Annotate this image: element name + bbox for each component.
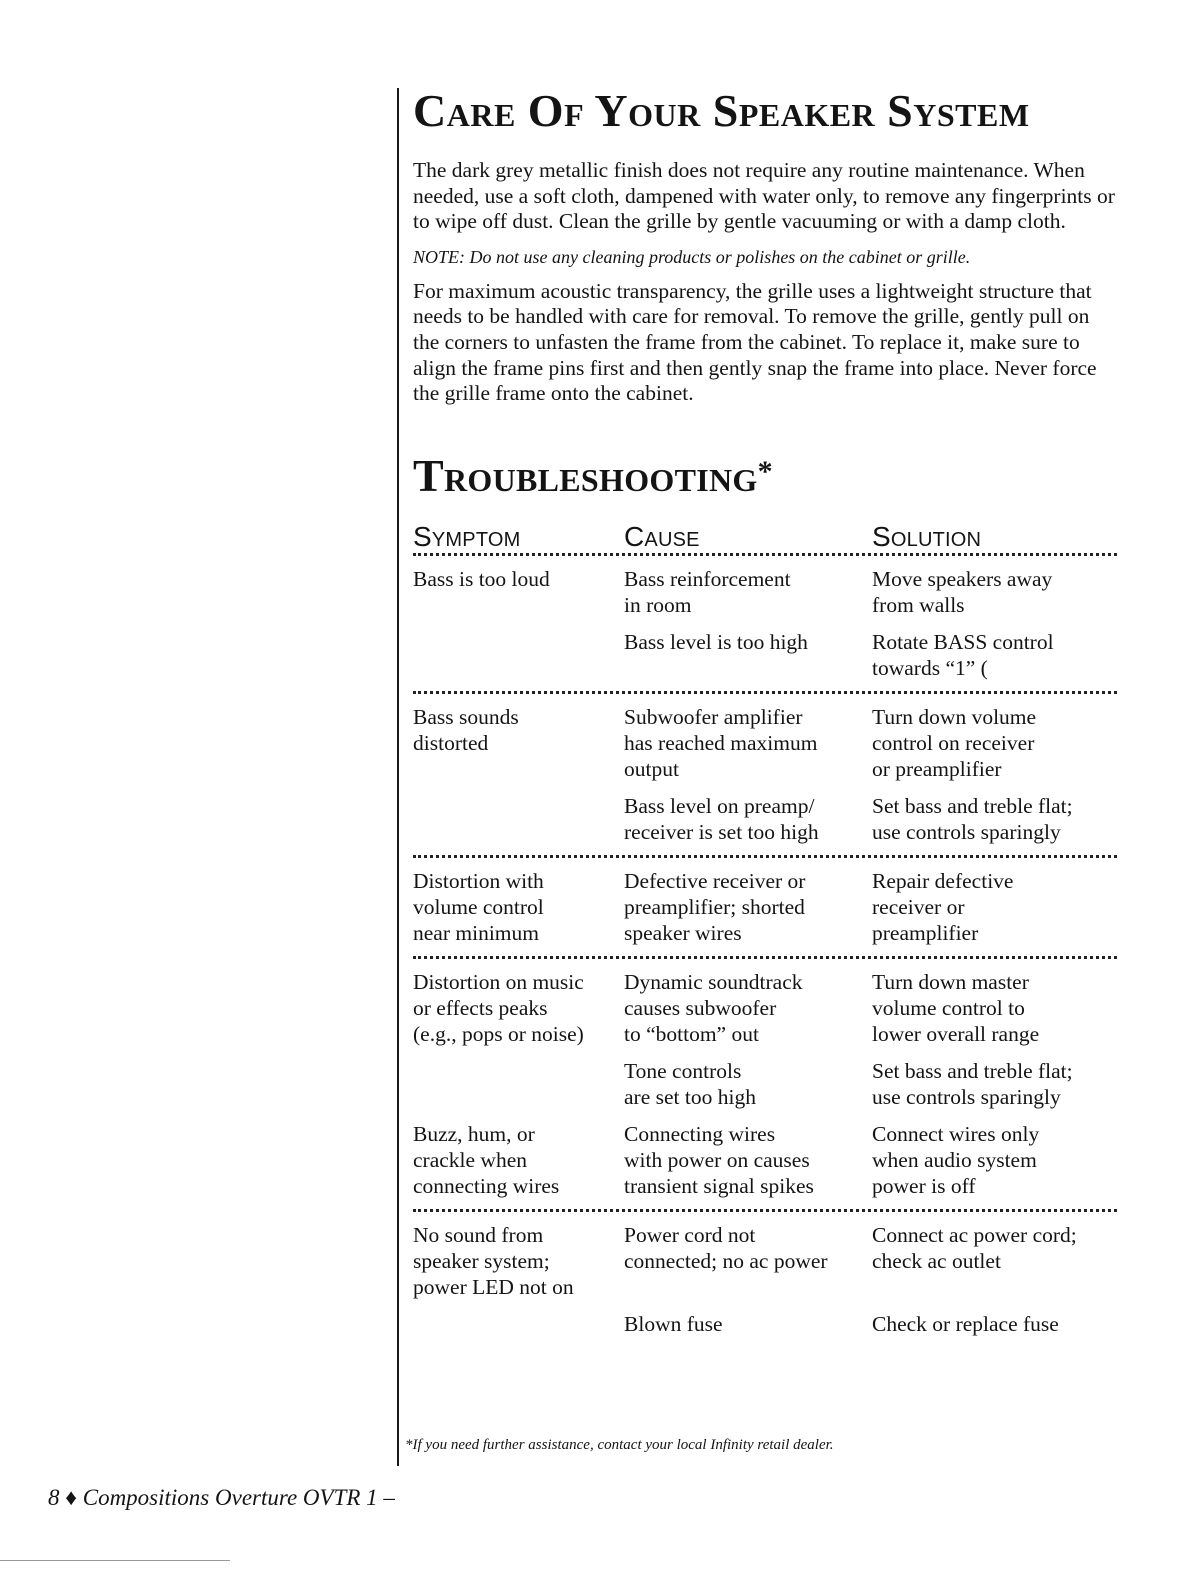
symptom-cell	[413, 1311, 624, 1337]
solution-cell: Move speakers away from walls	[872, 566, 1053, 617]
table-row	[413, 1311, 1117, 1337]
cause-cell: Bass level on preamp/ receiver is set too high	[624, 793, 819, 844]
cause-cell: Tone controls are set too high	[624, 1058, 756, 1109]
solution-cell: Check or replace fuse	[872, 1311, 1059, 1336]
table-row	[413, 868, 1117, 946]
table-group	[413, 556, 1117, 691]
table-group	[413, 694, 1117, 855]
cause-cell: Blown fuse	[624, 1311, 723, 1336]
table-header	[413, 521, 1117, 553]
table-row	[413, 704, 1117, 782]
symptom-cell: Bass is too loud	[413, 566, 550, 591]
header-symptom: Symptom	[413, 520, 521, 552]
table-row	[413, 566, 1117, 618]
cause-cell: Bass level is too high	[624, 629, 808, 654]
bottom-rule	[0, 1560, 230, 1561]
table-row	[413, 793, 1117, 845]
page-footer: 8 ♦ Compositions Overture OVTR 1 –	[48, 1485, 395, 1510]
vertical-rule	[397, 88, 399, 1466]
troubleshooting-title	[413, 449, 1117, 503]
solution-cell: Repair defective receiver or preamplifier	[872, 868, 1014, 945]
care-title: Care Of Your Speaker System	[413, 85, 1030, 136]
troubleshooting-table	[413, 553, 1117, 1347]
cause-cell: Subwoofer amplifier has reached maximum output	[624, 704, 818, 781]
table-group	[413, 959, 1117, 1209]
table-group	[413, 858, 1117, 956]
footnote: *If you need further assistance, contact your local Infinity retail dealer.	[405, 1437, 834, 1453]
footnote-mark: *	[757, 454, 773, 488]
header-solution: Solution	[872, 520, 982, 552]
cause-cell: Connecting wires with power on causes transient signal spikes	[624, 1121, 814, 1198]
solution-cell: Rotate BASS control towards “1” (	[872, 629, 1054, 680]
symptom-cell: Bass sounds distorted	[413, 704, 519, 755]
solution-cell: Set bass and treble flat; use controls sparingly	[872, 1058, 1073, 1109]
header-cause: Cause	[624, 520, 700, 552]
care-note: NOTE: Do not use any cleaning products or polishes on the cabinet or grille.	[413, 246, 971, 267]
cause-cell: Dynamic soundtrack causes subwoofer to “bottom” out	[624, 969, 803, 1046]
symptom-cell: Distortion with volume control near minimum	[413, 868, 544, 945]
solution-cell: Set bass and treble flat; use controls sparingly	[872, 793, 1073, 844]
solution-cell: Connect ac power cord; check ac outlet	[872, 1222, 1077, 1273]
table-row	[413, 1222, 1117, 1300]
solution-cell: Turn down master volume control to lower overall range	[872, 969, 1040, 1046]
symptom-cell	[413, 793, 624, 845]
cause-cell: Bass reinforcement in room	[624, 566, 791, 617]
symptom-cell	[413, 1058, 624, 1110]
symptom-cell: Distortion on music or effects peaks (e.g., pops or noise)	[413, 969, 584, 1046]
care-paragraph-1: The dark grey metallic finish does not require any routine maintenance. When needed, use a soft cloth, dampened with water only, to remove any fingerprints or to wipe off dust. Clean the grille by gentle vacuuming or with a damp cloth.	[413, 158, 1115, 234]
care-paragraph-2: For maximum acoustic transparency, the grille uses a lightweight structure that needs to be handled with care for removal. To remove the grille, gently pull on the corners to unfasten the frame from the cabinet. To replace it, make sure to align the frame pins first and then gently snap the frame into place. Never force the grille frame onto the cabinet.	[413, 278, 1097, 406]
table-row	[413, 629, 1117, 681]
table-row	[413, 969, 1117, 1047]
cause-cell: Defective receiver or preamplifier; shorted speaker wires	[624, 868, 806, 945]
table-group	[413, 1212, 1117, 1347]
solution-cell: Connect wires only when audio system power is off	[872, 1121, 1040, 1198]
solution-cell: Turn down volume control on receiver or preamplifier	[872, 704, 1037, 781]
main-content	[413, 84, 1117, 1347]
table-row	[413, 1058, 1117, 1110]
symptom-cell: Buzz, hum, or crackle when connecting wires	[413, 1121, 560, 1198]
cause-cell: Power cord not connected; no ac power	[624, 1222, 828, 1273]
symptom-cell: No sound from speaker system; power LED not on	[413, 1222, 574, 1299]
table-row	[413, 1121, 1117, 1199]
troubleshooting-title-text: Troubleshooting	[413, 449, 758, 501]
symptom-cell	[413, 629, 624, 681]
